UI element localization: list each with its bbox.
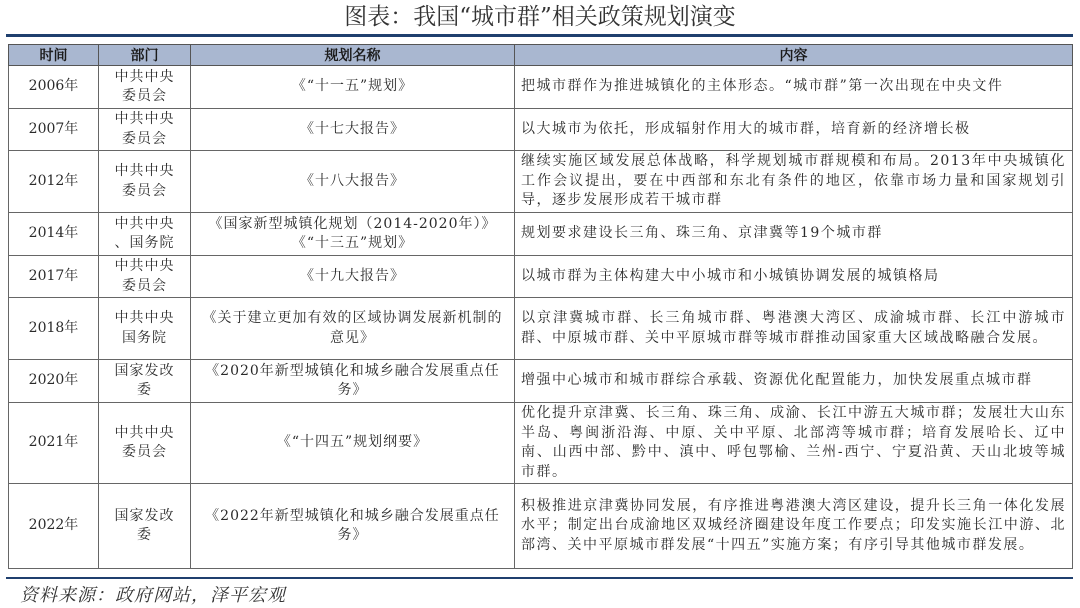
cell-year: 2018年 bbox=[9, 298, 99, 360]
table-row bbox=[9, 151, 1073, 213]
cell-year: 2020年 bbox=[9, 360, 99, 403]
cell-dept: 中共中央 委员会 bbox=[99, 403, 191, 484]
cell-content: 以京津冀城市群、长三角城市群、粤港澳大湾区、成渝城市群、长江中游城市群、中原城市群、关中平原城市群等城市群推动国家重大区域战略融合发展。 bbox=[515, 298, 1073, 360]
cell-dept: 国家发改 委 bbox=[99, 484, 191, 569]
header-row bbox=[9, 45, 1073, 66]
cell-plan: 《2020年新型城镇化和城乡融合发展重点任务》 bbox=[191, 360, 515, 403]
cell-content: 增强中心城市和城市群综合承载、资源优化配置能力，加快发展重点城市群 bbox=[515, 360, 1073, 403]
cell-dept: 中共中央 委员会 bbox=[99, 256, 191, 298]
cell-content: 继续实施区域发展总体战略，科学规划城市群规模和布局。2013年中央城镇化工作会议提出，要在中西部和东北有条件的地区，依靠市场力量和国家规划引导，逐步发展形成若干城市群 bbox=[515, 151, 1073, 213]
cell-dept: 中共中央 国务院 bbox=[99, 298, 191, 360]
cell-content: 规划要求建设长三角、珠三角、京津冀等19个城市群 bbox=[515, 213, 1073, 256]
header-time: 时间 bbox=[9, 45, 99, 66]
cell-dept: 中共中央 委员会 bbox=[99, 66, 191, 109]
table-row bbox=[9, 360, 1073, 403]
cell-content: 把城市群作为推进城镇化的主体形态。“城市群”第一次出现在中央文件 bbox=[515, 66, 1073, 109]
table-row bbox=[9, 213, 1073, 256]
cell-plan: 《十七大报告》 bbox=[191, 109, 515, 151]
cell-content: 优化提升京津冀、长三角、珠三角、成渝、长江中游五大城市群；发展壮大山东半岛、粤闽浙沿海、中原、关中平原、北部湾等城市群；培育发展哈长、辽中南、山西中部、黔中、滇中、呼包鄂榆、兰州-西宁、宁夏沿黄、天山北坡等城市群。 bbox=[515, 403, 1073, 484]
cell-year: 2017年 bbox=[9, 256, 99, 298]
header-content: 内容 bbox=[515, 45, 1073, 66]
cell-year: 2012年 bbox=[9, 151, 99, 213]
table-row bbox=[9, 256, 1073, 298]
chart-title: 图表：我国“城市群”相关政策规划演变 bbox=[344, 4, 736, 30]
cell-content: 以大城市为依托，形成辐射作用大的城市群，培育新的经济增长极 bbox=[515, 109, 1073, 151]
cell-plan: 《关于建立更加有效的区域协调发展新机制的意见》 bbox=[191, 298, 515, 360]
cell-dept: 中共中央 、国务院 bbox=[99, 213, 191, 256]
cell-plan: 《“十四五”规划纲要》 bbox=[191, 403, 515, 484]
table-row bbox=[9, 298, 1073, 360]
cell-dept: 中共中央 委员会 bbox=[99, 151, 191, 213]
cell-year: 2014年 bbox=[9, 213, 99, 256]
cell-content: 以城市群为主体构建大中小城市和小城镇协调发展的城镇格局 bbox=[515, 256, 1073, 298]
cell-plan: 《“十一五”规划》 bbox=[191, 66, 515, 109]
cell-year: 2006年 bbox=[9, 66, 99, 109]
title-rule bbox=[6, 34, 1073, 37]
table-row bbox=[9, 109, 1073, 151]
policy-table bbox=[8, 44, 1073, 569]
table-row bbox=[9, 484, 1073, 569]
cell-plan: 《国家新型城镇化规划（2014-2020年）》 《“十三五”规划》 bbox=[191, 213, 515, 256]
cell-dept: 中共中央 委员会 bbox=[99, 109, 191, 151]
cell-plan: 《十九大报告》 bbox=[191, 256, 515, 298]
cell-year: 2021年 bbox=[9, 403, 99, 484]
source-note: 资料来源：政府网站，泽平宏观 bbox=[20, 585, 286, 606]
cell-plan: 《2022年新型城镇化和城乡融合发展重点任务》 bbox=[191, 484, 515, 569]
footer-rule bbox=[6, 577, 1073, 579]
cell-year: 2007年 bbox=[9, 109, 99, 151]
cell-dept: 国家发改 委 bbox=[99, 360, 191, 403]
table-row bbox=[9, 66, 1073, 109]
table-row bbox=[9, 403, 1073, 484]
cell-plan: 《十八大报告》 bbox=[191, 151, 515, 213]
cell-content: 积极推进京津冀协同发展，有序推进粤港澳大湾区建设，提升长三角一体化发展水平；制定出台成渝地区双城经济圈建设年度工作要点；印发实施长江中游、北部湾、关中平原城市群发展“十四五”实施方案；有序引导其他城市群发展。 bbox=[515, 484, 1073, 569]
cell-year: 2022年 bbox=[9, 484, 99, 569]
header-plan: 规划名称 bbox=[191, 45, 515, 66]
header-dept: 部门 bbox=[99, 45, 191, 66]
